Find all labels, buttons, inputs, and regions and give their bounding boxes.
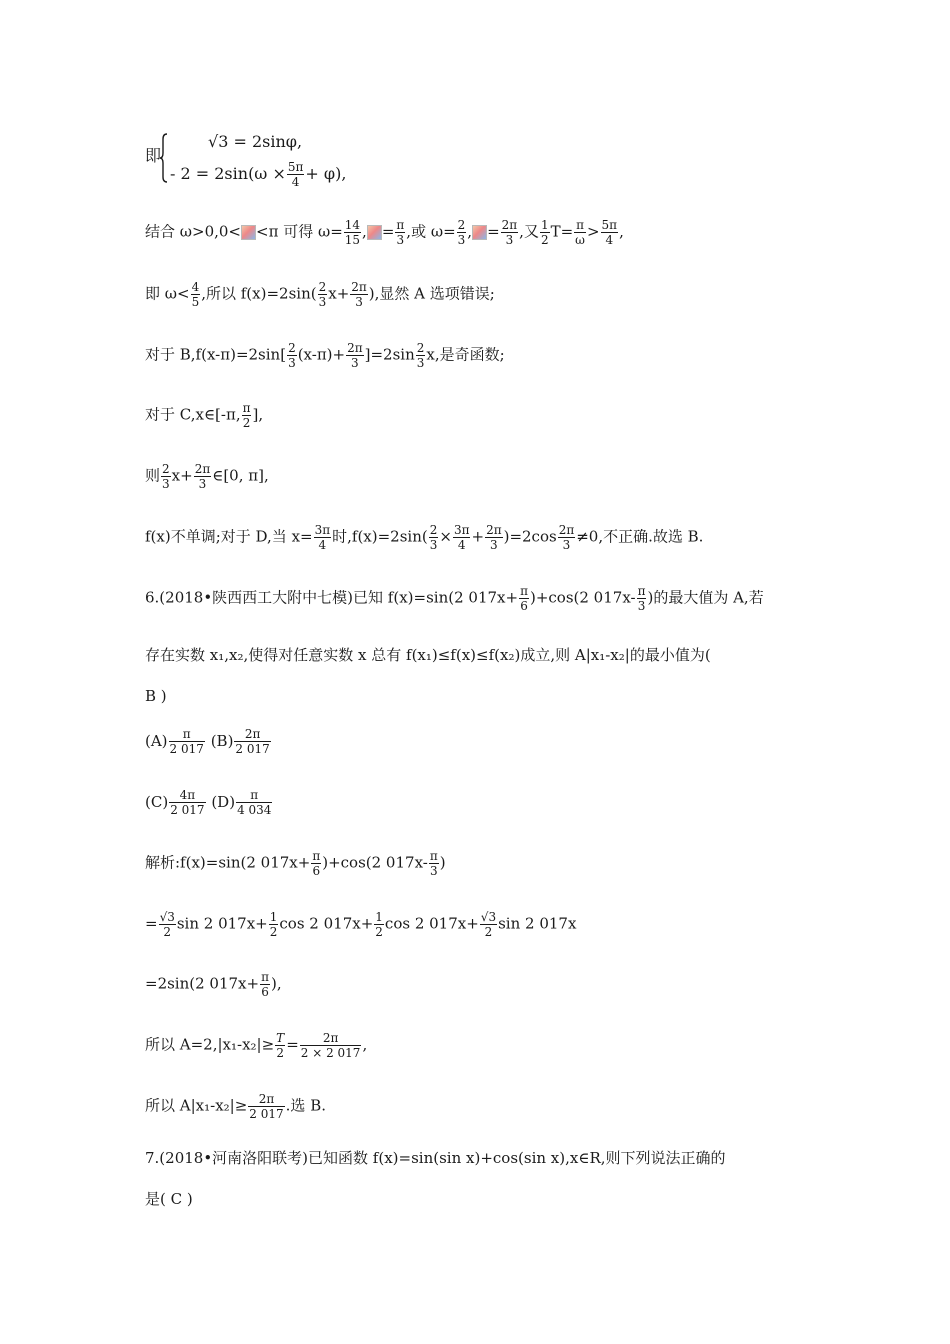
question-6-line-2: 存在实数 x₁,x₂,使得对任意实数 x 总有 f(x₁)≤f(x)≤f(x₂)成立,则 A|x₁-x₂|的最小值为( — [145, 646, 711, 664]
solution-line-2: = $\frac{√3}{2}$ sin 2 017x+ $\frac{1}{2}$ cos 2 017x+ $\frac{1}{2}$ cos 2 017x+ $\frac{√3}{2}$ sin 2 017x — [145, 910, 577, 939]
question-6-line-1: 6.(2018•陕西西工大附中七模)已知 f(x)=sin(2 017x+ $\frac{\pi}{6}$ )+cos(2 017x- $\frac{\pi}{3}$ )的最大值为 A,若 — [145, 584, 764, 613]
solution-line-4: 所以 A=2,|x₁-x₂|≥ $\frac{T}{2}$ = $\frac{2\pi}{2 \times 2 017}$ , — [145, 1031, 368, 1060]
option-d-line: f(x)不单调;对于 D,当 x= $\frac{3\pi}{4}$ 时,f(x)=2sin( $\frac{2}{3}$ × $\frac{3\pi}{4}$ + $\frac{2\pi}{3}$ )=2cos $\frac{2\pi}{3}$ ≠0,不正确.故选 B. — [145, 523, 704, 552]
equation-2: - 2 = 2sin(ω × $\frac{5\pi}{4}$ + φ), — [170, 160, 347, 189]
omega-line: 即 ω< $\frac{4}{5}$ ,所以 f(x)=2sin( $\frac{2}{3}$ x+ $\frac{2\pi}{3}$ ),显然 A 选项错误; — [145, 280, 495, 309]
combine-line: 结合 ω>0,0< <π 可得 ω= $\frac{14}{15}$ , = $\frac{\pi}{3}$ ,或 ω= $\frac{2}{3}$ , = $\frac{2\pi}{3}$ ,又 $\frac{1}{2}$ T= $\frac{\pi}{\omega}$ > $\frac{5\pi}{4}$ , — [145, 218, 624, 247]
then-line: 则 $\frac{2}{3}$ x+ $\frac{2\pi}{3}$ ∈[0, π], — [145, 462, 269, 491]
equation-1: √3 = 2sinφ, — [208, 132, 303, 151]
solution-line-1: 解析:f(x)=sin(2 017x+ $\frac{\pi}{6}$ )+cos(2 017x- $\frac{\pi}{3}$ ) — [145, 849, 446, 878]
options-a-b — [145, 727, 272, 756]
option-b: (B) $\frac{2\pi}{2 017}$ — [210, 727, 270, 756]
phi-image-placeholder — [241, 225, 256, 240]
option-c: (C) $\frac{4\pi}{2 017}$ — [145, 788, 205, 817]
option-a: (A) $\frac{\pi}{2 017}$ — [145, 727, 204, 756]
option-b-line: 对于 B,f(x-π)=2sin[ $\frac{2}{3}$ (x-π)+ $\frac{2\pi}{3}$ ]=2sin $\frac{2}{3}$ x,是奇函数; — [145, 341, 505, 370]
solution-line-3: =2sin(2 017x+ $\frac{\pi}{6}$ ), — [145, 970, 282, 999]
option-c-line: 对于 C,x∈[-π, $\frac{\pi}{2}$ ], — [145, 401, 264, 430]
solution-line-5: 所以 A|x₁-x₂|≥ $\frac{2\pi}{2 017}$ .选 B. — [145, 1092, 326, 1121]
question-7-line-1: 7.(2018•河南洛阳联考)已知函数 f(x)=sin(sin x)+cos(sin x),x∈R,则下列说法正确的 — [145, 1149, 726, 1167]
option-d: (D) $\frac{\pi}{4 034}$ — [211, 788, 272, 817]
phi-image-placeholder — [472, 225, 487, 240]
system-prefix: 即 — [145, 146, 162, 165]
options-c-d — [145, 788, 273, 817]
phi-image-placeholder — [367, 225, 382, 240]
question-7-line-2: 是( C ) — [145, 1190, 193, 1208]
question-6-answer: B ) — [145, 687, 167, 705]
left-brace — [160, 133, 168, 183]
